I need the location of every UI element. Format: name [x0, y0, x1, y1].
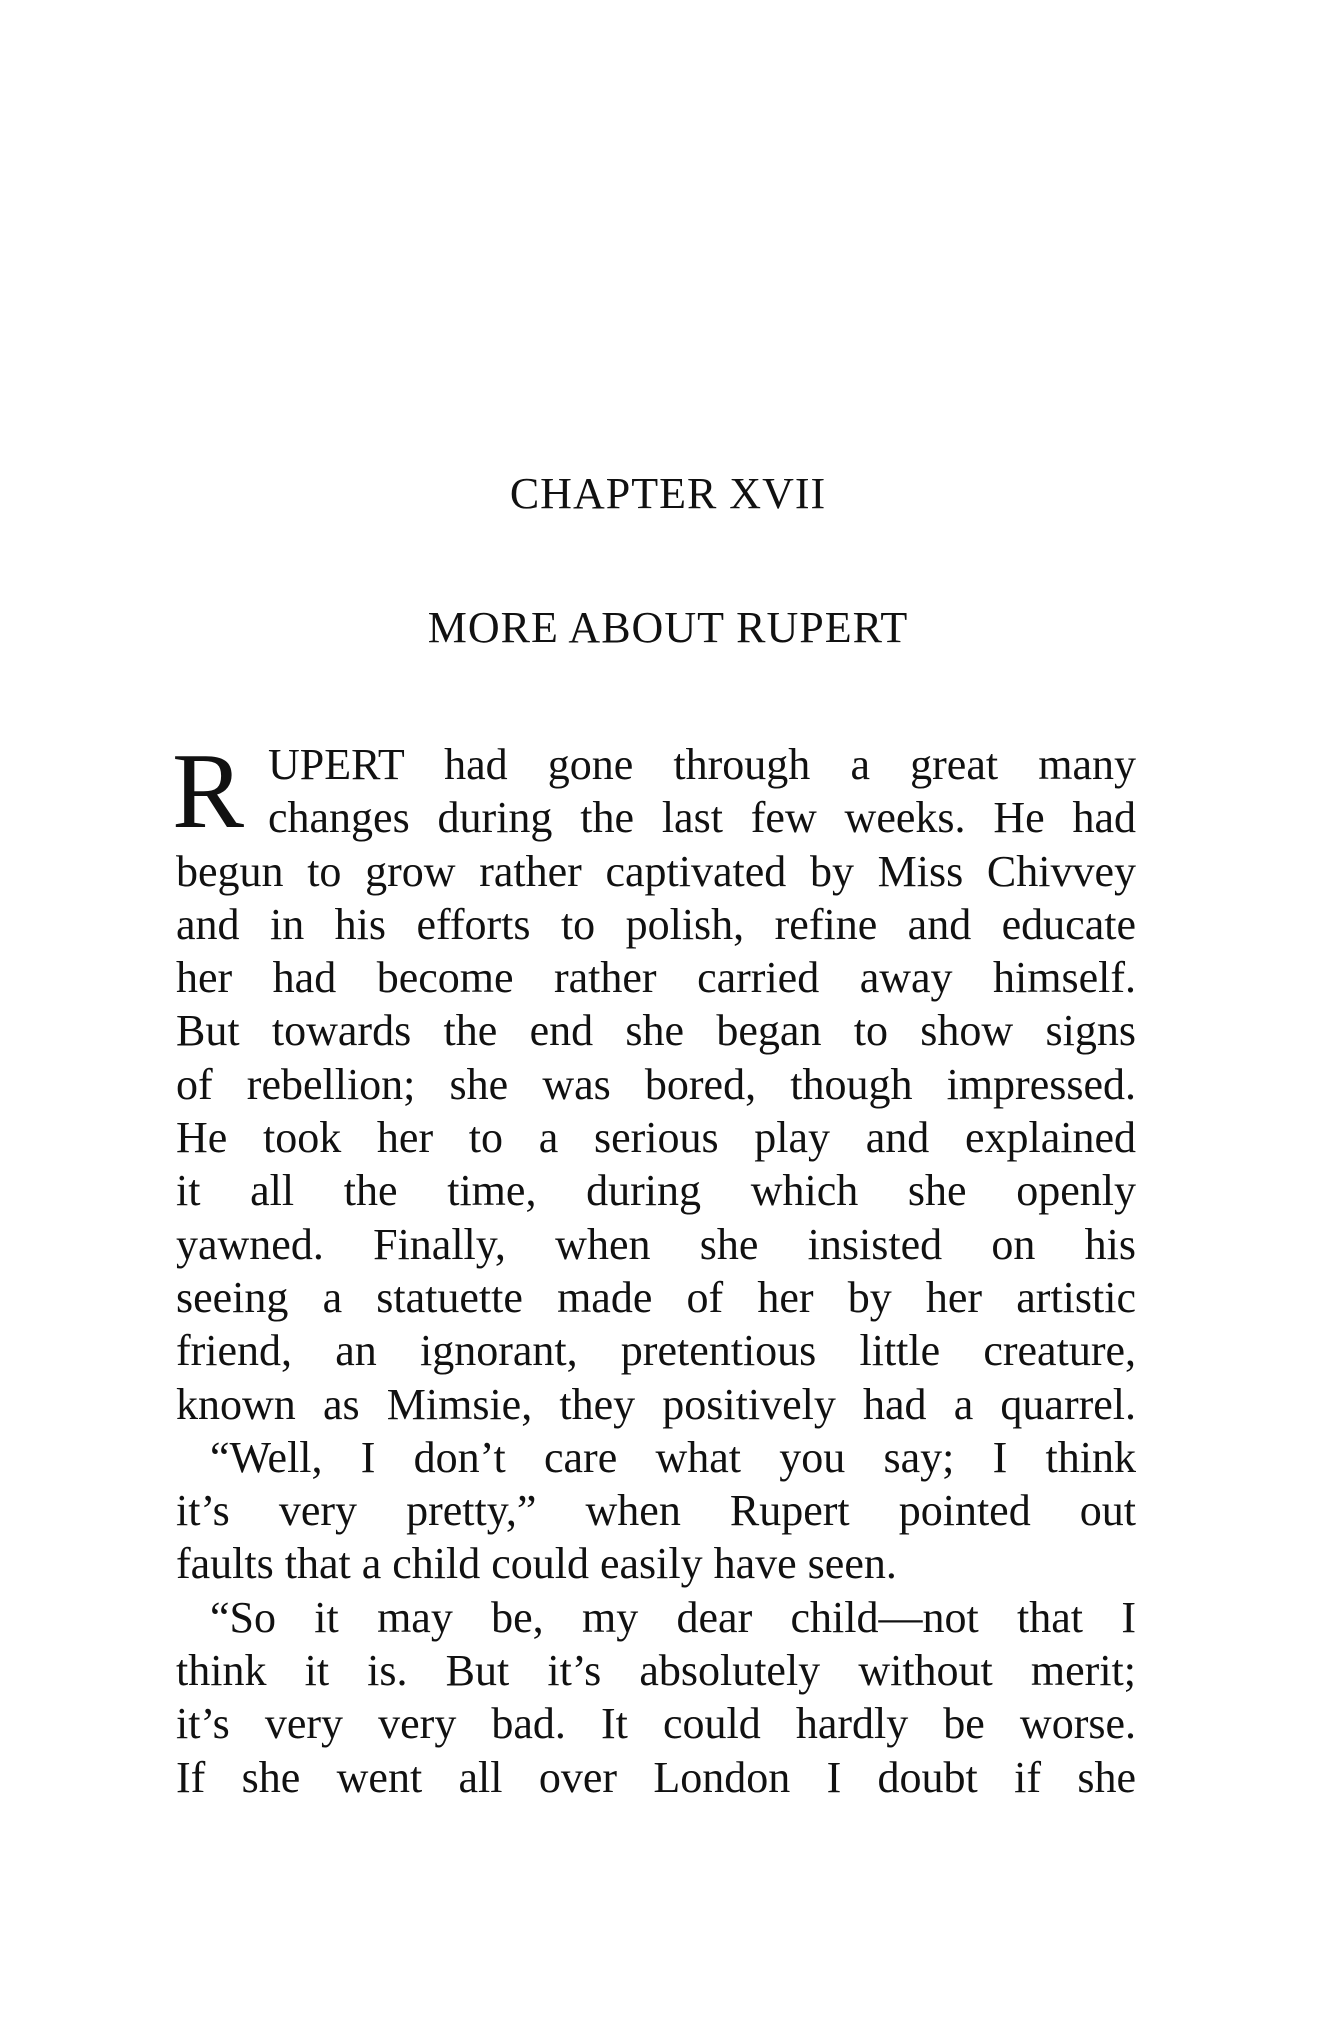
- text-line: it’s very pretty,” when Rupert pointed out: [176, 1486, 1136, 1536]
- text-line: begun to grow rather captivated by Miss Chivvey: [176, 846, 1136, 896]
- text-line: and in his efforts to polish, refine and educate: [176, 899, 1136, 949]
- text-line: changes during the last few weeks. He had: [268, 793, 1136, 843]
- text-line: “Well, I don’t care what you say; I think: [210, 1432, 1136, 1482]
- text-line: her had become rather carried away himself.: [176, 953, 1136, 1003]
- text-line: If she went all over London I doubt if she: [176, 1752, 1136, 1802]
- text-line: He took her to a serious play and explained: [176, 1113, 1136, 1163]
- drop-cap: R: [172, 732, 245, 851]
- text-line: UPERT had gone through a great many: [268, 740, 1136, 789]
- text-line: known as Mimsie, they positively had a quarrel.: [176, 1379, 1136, 1429]
- chapter-body: [172, 732, 1136, 1804]
- text-line: But towards the end she began to show signs: [176, 1006, 1136, 1056]
- text-line: yawned. Finally, when she insisted on his: [176, 1219, 1136, 1269]
- chapter-number: CHAPTER XVII: [509, 469, 827, 518]
- text-line: of rebellion; she was bored, though impressed.: [176, 1059, 1136, 1109]
- text-line: it’s very very bad. It could hardly be worse.: [176, 1699, 1136, 1749]
- chapter-title: MORE ABOUT RUPERT: [427, 603, 909, 652]
- text-line: faults that a child could easily have seen.: [176, 1539, 897, 1589]
- text-line: “So it may be, my dear child—not that I: [210, 1592, 1136, 1642]
- text-line: it all the time, during which she openly: [176, 1166, 1136, 1216]
- text-line: think it is. But it’s absolutely without merit;: [176, 1646, 1136, 1696]
- text-line: friend, an ignorant, pretentious little creature,: [176, 1326, 1136, 1376]
- text-line: seeing a statuette made of her by her artistic: [176, 1272, 1136, 1322]
